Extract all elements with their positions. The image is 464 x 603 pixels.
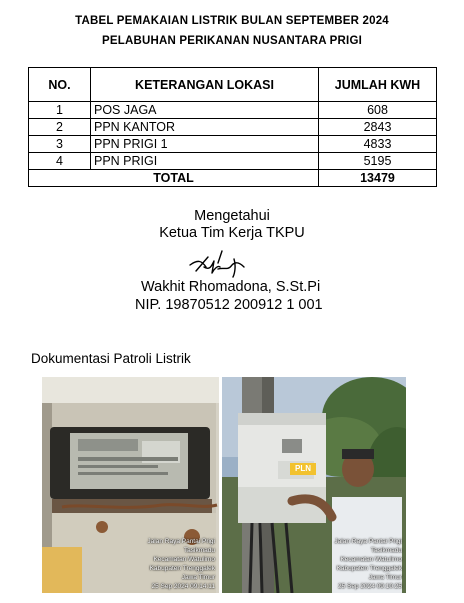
stamp-line: Jalan Raya Pantai Prigi [334,538,402,545]
row-kwh: 608 [319,102,437,119]
stamp-line: Kecamatan Watulimo [340,556,402,563]
row-kwh: 5195 [319,153,437,170]
stamp-line: Tasikmadu [183,547,215,554]
table-total-row [29,170,437,187]
signer-role: Ketua Tim Kerja TKPU [159,225,305,241]
row-kwh: 4833 [319,136,437,153]
total-label: TOTAL [29,170,319,187]
total-value: 13479 [319,170,437,187]
table-row [29,119,437,136]
stamp-line: Jawa Timur [181,574,215,581]
photo-location-stamp [334,537,402,591]
handwritten-signature [188,245,250,279]
row-number: 4 [29,153,91,170]
column-header-kwh: JUMLAH KWH [319,68,437,102]
electricity-usage-table [28,67,437,187]
meter-photo [42,377,219,593]
signer-nip: NIP. 19870512 200912 1 001 [135,297,323,313]
technician-photo [222,377,406,593]
row-number: 3 [29,136,91,153]
row-number: 2 [29,119,91,136]
row-location: POS JAGA [91,102,319,119]
stamp-line: 25 Sep 2024 09:10:25 [338,583,402,590]
stamp-line: Jalan Raya Pantai Prigi [147,538,215,545]
stamp-line: Tasikmadu [370,547,402,554]
acknowledged-label: Mengetahui [194,208,270,224]
column-header-location: KETERANGAN LOKASI [91,68,319,102]
pln-brand-label: PLN [290,463,316,475]
row-number: 1 [29,102,91,119]
row-location: PPN PRIGI [91,153,319,170]
table-row [29,136,437,153]
stamp-line: 25 Sep 2024 09:14:11 [151,583,215,590]
stamp-line: Kecamatan Watulimo [153,556,215,563]
stamp-line: Kabupaten Trenggalek [149,565,215,572]
row-location: PPN KANTOR [91,119,319,136]
stamp-line: Jawa Timur [368,574,402,581]
table-row [29,153,437,170]
stamp-line: Kabupaten Trenggalek [336,565,402,572]
column-header-no: NO. [29,68,91,102]
photo-location-stamp [147,537,215,591]
document-subtitle: PELABUHAN PERIKANAN NUSANTARA PRIGI [101,35,362,47]
row-kwh: 2843 [319,119,437,136]
signer-name: Wakhit Rhomadona, S.St.Pi [141,279,321,295]
documentation-label: Dokumentasi Patroli Listrik [31,351,191,366]
row-location: PPN PRIGI 1 [91,136,319,153]
table-header-row [29,68,437,102]
table-row [29,102,437,119]
document-title: TABEL PEMAKAIAN LISTRIK BULAN SEPTEMBER 2024 [75,15,389,27]
